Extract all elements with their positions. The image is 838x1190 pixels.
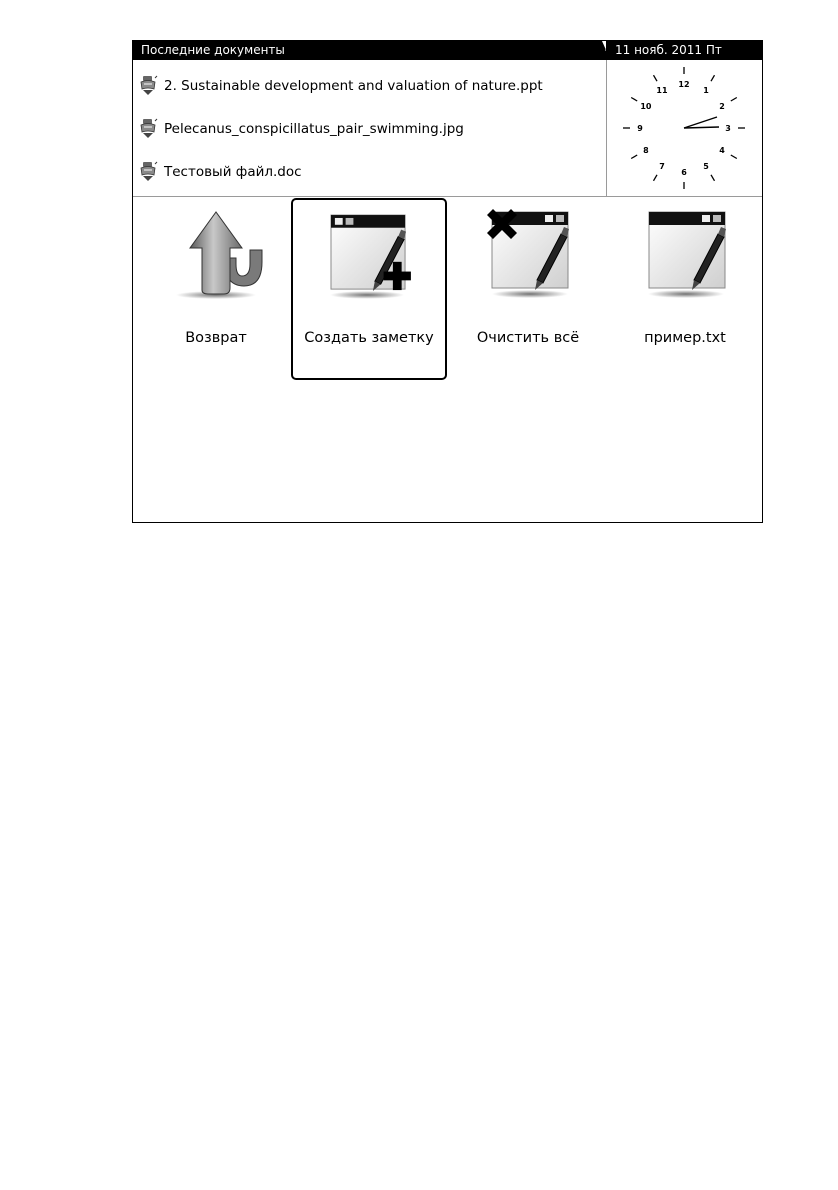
recent-documents-header xyxy=(133,41,606,60)
tile-label: пример.txt xyxy=(644,330,726,346)
section-divider xyxy=(133,196,762,197)
clock-number: 1 xyxy=(703,85,709,95)
recent-documents-list xyxy=(133,60,606,196)
clock-number: 6 xyxy=(681,168,687,177)
note-file-icon xyxy=(607,198,763,308)
clock-numbers xyxy=(637,80,731,177)
document-file-icon xyxy=(137,118,159,140)
recent-document-name: 2. Sustainable development and valuation of nature.ppt xyxy=(164,78,543,94)
recent-documents-title: Последние документы xyxy=(141,43,285,57)
clock-number: 10 xyxy=(640,102,652,111)
tile-label: Возврат xyxy=(185,330,247,346)
create-note-button[interactable] xyxy=(291,198,447,380)
clock-tick xyxy=(631,155,637,159)
clock-number: 9 xyxy=(637,124,643,133)
clock-minute-hand xyxy=(684,117,717,128)
clock-number: 2 xyxy=(719,102,725,111)
clock-number: 12 xyxy=(678,80,690,89)
tile-label: Очистить всё xyxy=(476,330,580,346)
date-text: 11 нояб. 2011 Пт xyxy=(615,43,722,57)
clock-tick xyxy=(654,75,658,81)
clock-number: 5 xyxy=(703,162,709,172)
tile-label: Создать заметку xyxy=(304,330,434,346)
recent-document-item[interactable] xyxy=(137,160,302,184)
clock-hour-hand xyxy=(684,127,719,128)
date-display xyxy=(606,41,762,60)
clock-number: 3 xyxy=(725,124,731,133)
clock-tick xyxy=(731,155,737,159)
recent-document-item[interactable] xyxy=(137,117,464,141)
note-file-item[interactable] xyxy=(607,198,763,380)
clock-number: 11 xyxy=(656,85,668,95)
return-arrow-icon xyxy=(138,198,294,308)
clock-number: 7 xyxy=(659,162,665,172)
analog-clock xyxy=(607,60,762,196)
new-note-icon xyxy=(293,200,445,310)
recent-document-name: Тестовый файл.doc xyxy=(164,164,302,180)
document-file-icon xyxy=(137,75,159,97)
return-button[interactable] xyxy=(138,198,294,380)
recent-document-name: Pelecanus_conspicillatus_pair_swimming.jpg xyxy=(164,121,464,137)
clock-tick xyxy=(711,175,715,181)
clock-number: 8 xyxy=(643,146,649,155)
clock-tick xyxy=(654,175,658,181)
clock-tick xyxy=(631,98,637,102)
clock-number: 4 xyxy=(719,146,725,155)
clock-tick xyxy=(731,98,737,102)
launcher-window xyxy=(132,40,763,523)
clock-tick xyxy=(711,75,715,81)
clear-notes-icon xyxy=(450,198,606,308)
clear-all-button[interactable] xyxy=(450,198,606,380)
recent-document-item[interactable] xyxy=(137,74,543,98)
document-file-icon xyxy=(137,161,159,183)
